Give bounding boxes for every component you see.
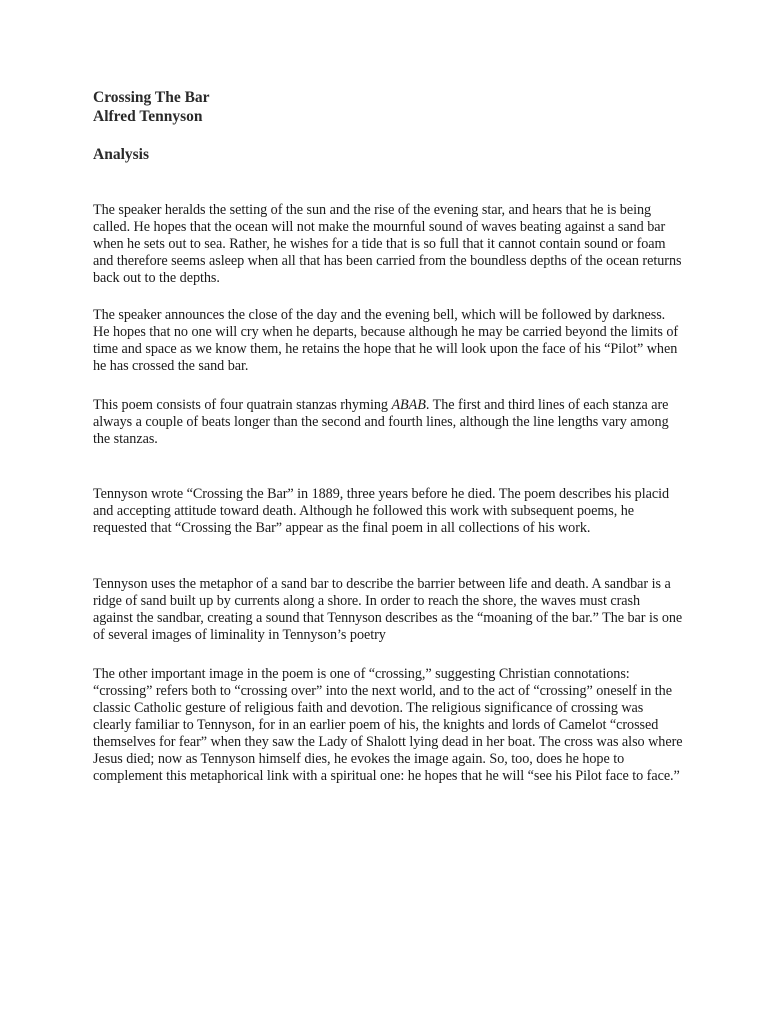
- document-title: Crossing The Bar: [93, 89, 210, 106]
- paragraph-form: [93, 397, 683, 448]
- form-text-before: This poem consists of four quatrain stanzas rhyming: [93, 397, 392, 413]
- paragraph-metaphor: Tennyson uses the metaphor of a sand bar to describe the barrier between life and death. A sandbar is a ridge of sand built up by currents along a shore. In order to reach the shore, the waves must crash against the sandbar, creating a sound that Tennyson describes as the “moaning of the bar.” The bar is one of several images of liminality in Tennyson’s poetry: [93, 576, 683, 643]
- document-author: Alfred Tennyson: [93, 108, 203, 125]
- paragraph-summary-1: The speaker heralds the setting of the sun and the rise of the evening star, and hears that he is being called. He hopes that the ocean will not make the mournful sound of waves beating against a sand bar when he sets out to sea. Rather, he wishes for a tide that is so full that it cannot contain sound or foam and therefore seems asleep when all that has been carried from the boundless depths of the ocean returns back out to the depths.: [93, 202, 682, 286]
- document-page: [93, 88, 683, 784]
- paragraph-crossing: The other important image in the poem is one of “crossing,” suggesting Christian connotations: “crossing” refers both to “crossing over” into the next world, and to the act of “crossing” oneself in the classic Catholic gesture of religious faith and devotion. The religious significance of crossing was clearly familiar to Tennyson, for in an earlier poem of his, the knights and lords of Camelot “crossed themselves for fear” when they saw the Lady of Shalott lying dead in her boat. The cross was also where Jesus died; now as Tennyson himself dies, he evokes the image again. So, too, does he hope to complement this metaphorical link with a spiritual one: he hopes that he will “see his Pilot face to face.”: [93, 666, 683, 784]
- paragraph-context: Tennyson wrote “Crossing the Bar” in 1889, three years before he died. The poem describes his placid and accepting attitude toward death. Although he followed this work with subsequent poems, he requested that “Crossing the Bar” appear as the final poem in all collections of his work.: [93, 486, 670, 536]
- rhyme-scheme: ABAB: [391, 397, 426, 413]
- section-heading-analysis: Analysis: [93, 146, 149, 163]
- form-text-after: . The first and third lines of each stanza are always a couple of beats longer than the second and fourth lines, although the line lengths vary among the stanzas.: [93, 397, 669, 447]
- paragraph-summary-2: The speaker announces the close of the day and the evening bell, which will be followed by darkness. He hopes that no one will cry when he departs, because although he may be carried beyond the limits of time and space as we know them, he retains the hope that he will look upon the face of his “Pilot” when he has crossed the sand bar.: [93, 307, 679, 374]
